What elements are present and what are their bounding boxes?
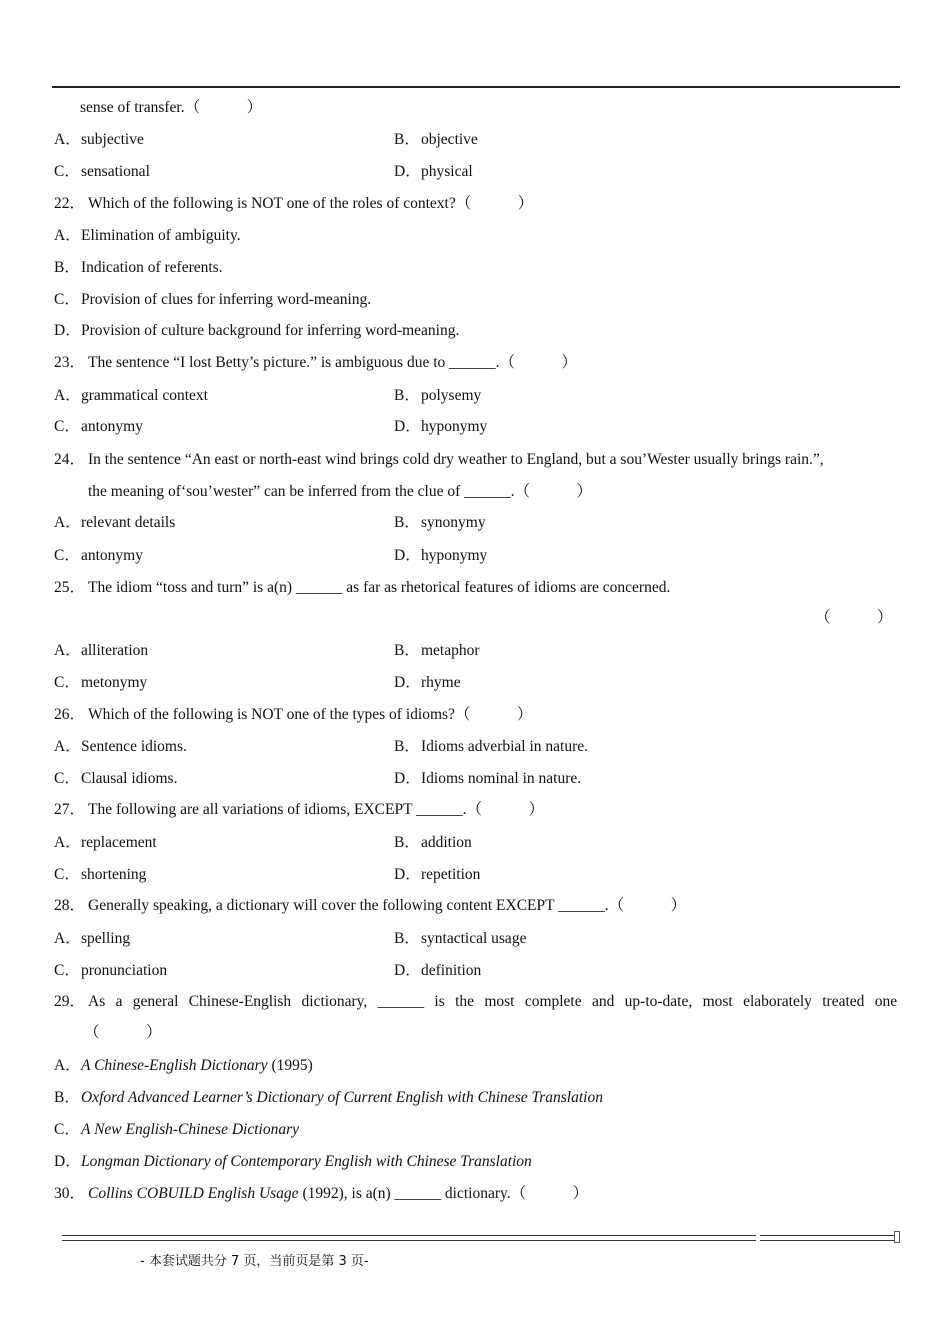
question-21-tail: sense of transfer.（ ） — [80, 99, 263, 116]
q22-option-a[interactable]: A．Elimination of ambiguity. — [54, 227, 241, 244]
q25-option-a[interactable]: A．alliteration — [54, 642, 149, 659]
q21-option-b[interactable]: B．objective — [394, 131, 478, 148]
q26-option-b[interactable]: B．Idioms adverbial in nature. — [394, 738, 589, 755]
question-26: 26． Which of the following is NOT one of the types of idioms?（ ） — [54, 706, 533, 723]
question-29: As a general Chinese-English dictionary, ______ is the most complete and up-to-date, most elaborately treated one — [88, 993, 898, 1010]
q24-option-b[interactable]: B．synonymy — [394, 514, 486, 531]
q25-option-d[interactable]: D．rhyme — [394, 674, 461, 691]
question-24: 24． In the sentence “An east or north-east wind brings cold dry weather to England, but a sou’Wester usually brings rain.”, — [54, 451, 824, 468]
q28-option-d[interactable]: D．definition — [394, 962, 482, 979]
q24-option-c[interactable]: C．antonymy — [54, 547, 143, 564]
q27-option-a[interactable]: A．replacement — [54, 834, 157, 851]
q23-option-c[interactable]: C．antonymy — [54, 418, 143, 435]
page-footer: - 本套试题共分 7 页，当前页是第 3 页- — [140, 1254, 369, 1269]
q29-option-b[interactable]: B．Oxford Advanced Learner’s Dictionary of Current English with Chinese Translation — [54, 1089, 603, 1106]
q28-option-a[interactable]: A．spelling — [54, 930, 131, 947]
footer-rule-end-mark — [894, 1231, 900, 1243]
q25-option-b[interactable]: B．metaphor — [394, 642, 480, 659]
header-rule — [52, 86, 900, 88]
q24-option-d[interactable]: D．hyponymy — [394, 547, 488, 564]
question-30: 30． Collins COBUILD English Usage (1992), is a(n) ______ dictionary.（ ） — [54, 1185, 589, 1202]
q24-option-a[interactable]: A．relevant details — [54, 514, 176, 531]
q25-option-c[interactable]: C．metonymy — [54, 674, 148, 691]
question-23: 23． The sentence “I lost Betty’s picture.” is ambiguous due to ______.（ ） — [54, 354, 578, 371]
question-27: 27． The following are all variations of idioms, EXCEPT ______.（ ） — [54, 801, 545, 818]
footer-rule-gap — [756, 1234, 760, 1241]
q21-option-c[interactable]: C．sensational — [54, 163, 150, 180]
q21-option-d[interactable]: D．physical — [394, 163, 473, 180]
question-28: 28． Generally speaking, a dictionary will cover the following content EXCEPT ______.（ ） — [54, 897, 687, 914]
q27-option-c[interactable]: C．shortening — [54, 866, 147, 883]
q26-option-c[interactable]: C．Clausal idioms. — [54, 770, 178, 787]
q28-option-c[interactable]: C．pronunciation — [54, 962, 168, 979]
question-25-answer-paren: （ ） — [815, 609, 893, 626]
question-29-number: 29． — [54, 993, 86, 1010]
q29-option-d[interactable]: D．Longman Dictionary of Contemporary English with Chinese Translation — [54, 1153, 532, 1170]
q27-option-d[interactable]: D．repetition — [394, 866, 481, 883]
q22-option-b[interactable]: B．Indication of referents. — [54, 259, 223, 276]
question-29-answer-paren: （ ） — [84, 1024, 162, 1041]
q23-option-a[interactable]: A．grammatical context — [54, 387, 208, 404]
question-25: 25． The idiom “toss and turn” is a(n) ______ as far as rhetorical features of idioms are concerned. — [54, 579, 671, 596]
q29-option-a[interactable]: A．A Chinese-English Dictionary (1995) — [54, 1057, 313, 1074]
q27-option-b[interactable]: B．addition — [394, 834, 472, 851]
question-22: 22． Which of the following is NOT one of the roles of context?（ ） — [54, 195, 534, 212]
q21-option-a[interactable]: A．subjective — [54, 131, 144, 148]
q29-option-c[interactable]: C．A New English-Chinese Dictionary — [54, 1121, 299, 1138]
q26-option-d[interactable]: D．Idioms nominal in nature. — [394, 770, 582, 787]
q22-option-d[interactable]: D．Provision of culture background for inferring word-meaning. — [54, 322, 460, 339]
question-24-continuation: the meaning of‘sou’wester” can be inferred from the clue of ______.（ ） — [88, 483, 593, 500]
footer-rule — [62, 1235, 895, 1241]
q28-option-b[interactable]: B．syntactical usage — [394, 930, 527, 947]
q22-option-c[interactable]: C．Provision of clues for inferring word-meaning. — [54, 291, 372, 308]
q23-option-b[interactable]: B．polysemy — [394, 387, 482, 404]
q23-option-d[interactable]: D．hyponymy — [394, 418, 488, 435]
q26-option-a[interactable]: A．Sentence idioms. — [54, 738, 187, 755]
